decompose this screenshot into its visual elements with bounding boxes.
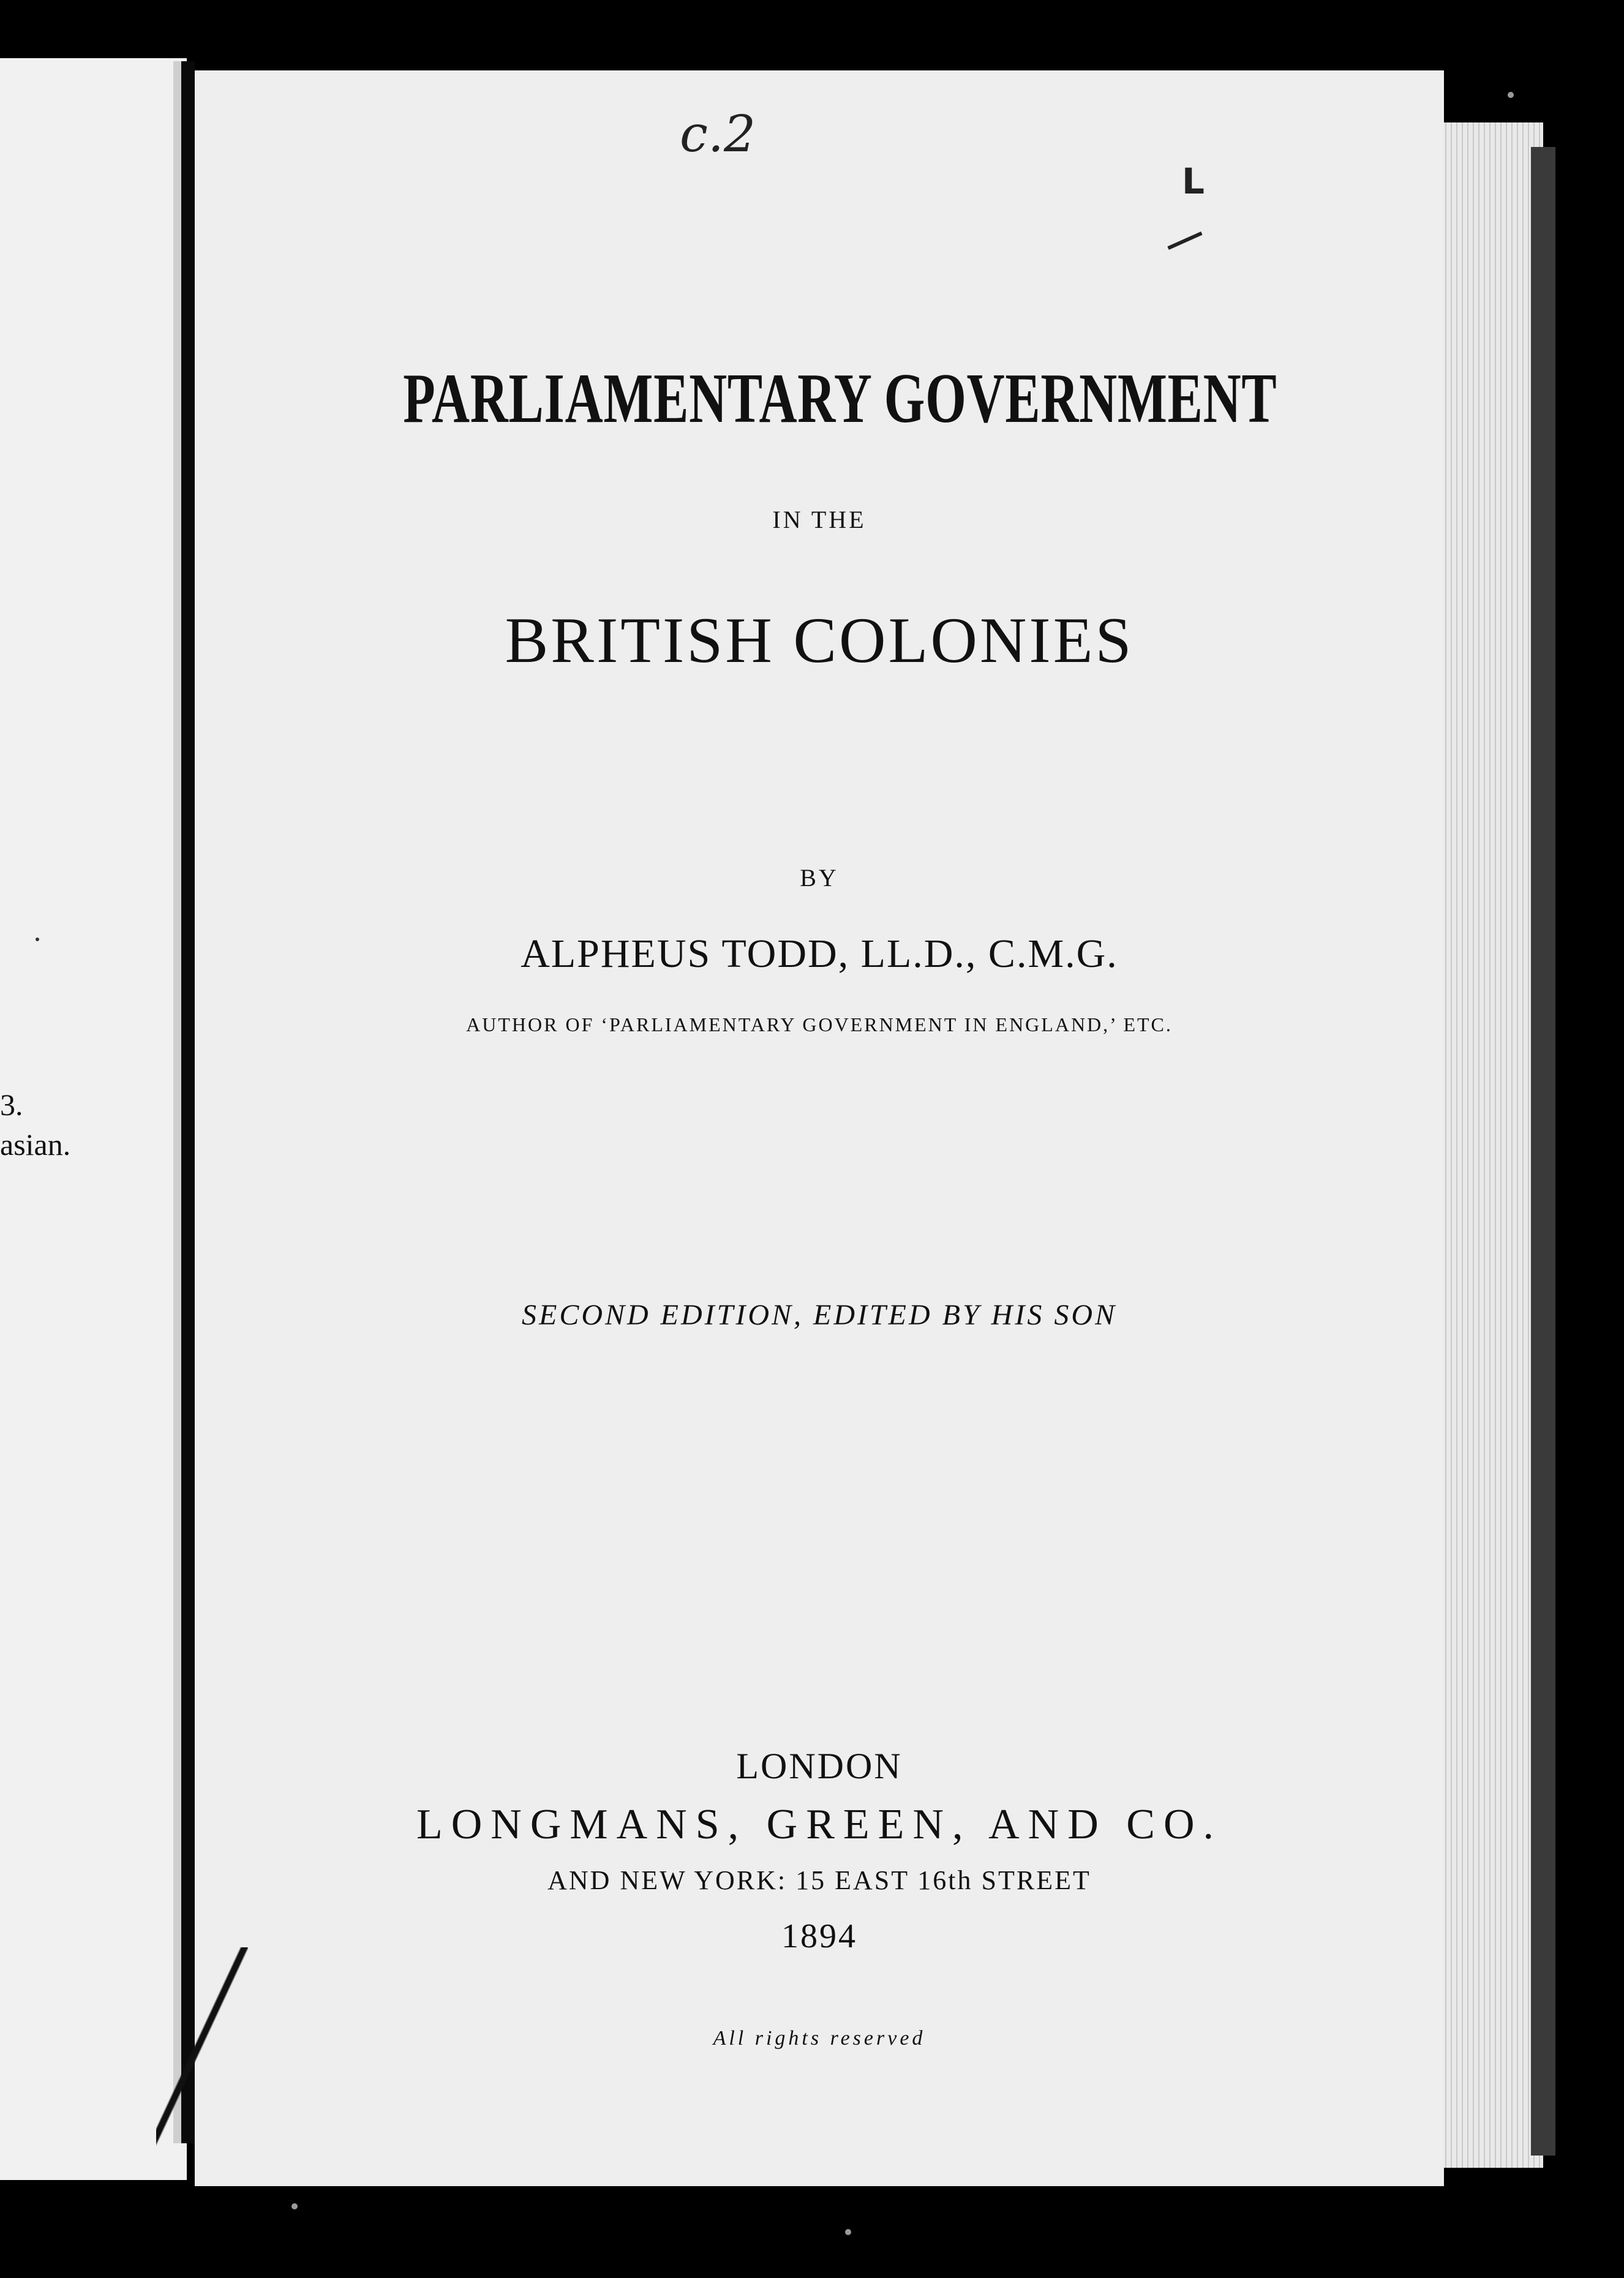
publication-year: 1894 — [781, 1917, 857, 1955]
corner-mark: L — [1182, 160, 1205, 202]
dust-speck — [291, 2203, 298, 2209]
book-subtitle: BRITISH COLONIES — [505, 604, 1134, 676]
publication-city: LONDON — [736, 1746, 903, 1786]
gutter-shadow — [173, 61, 182, 2143]
facing-page-line: 3. — [0, 1088, 23, 1122]
facing-page — [0, 58, 187, 2180]
book-title: PARLIAMENTARY GOVERNMENT — [403, 359, 1277, 438]
handwritten-shelf-mark: c.2 — [680, 105, 756, 164]
dust-speck — [1508, 92, 1514, 98]
facing-page-line: asian. — [0, 1127, 71, 1162]
by-line: BY — [800, 864, 839, 892]
publisher-name: LONGMANS, GREEN, AND CO. — [416, 1801, 1223, 1848]
rights-statement: All rights reserved — [713, 2027, 926, 2050]
title-connector: IN THE — [772, 506, 867, 533]
publisher-address: AND NEW YORK: 15 EAST 16th STREET — [547, 1865, 1091, 1895]
book-gutter — [181, 61, 195, 2143]
book-edge-shadow — [1531, 147, 1555, 2156]
author-name: ALPHEUS TODD, LL.D., C.M.G. — [521, 931, 1118, 976]
ink-dot — [36, 938, 39, 941]
edition-statement: SECOND EDITION, EDITED BY HIS SON — [522, 1299, 1117, 1331]
dust-speck — [845, 2229, 851, 2235]
author-credits: AUTHOR OF ‘PARLIAMENTARY GOVERNMENT IN ENGLAND,’ ETC. — [466, 1013, 1173, 1036]
